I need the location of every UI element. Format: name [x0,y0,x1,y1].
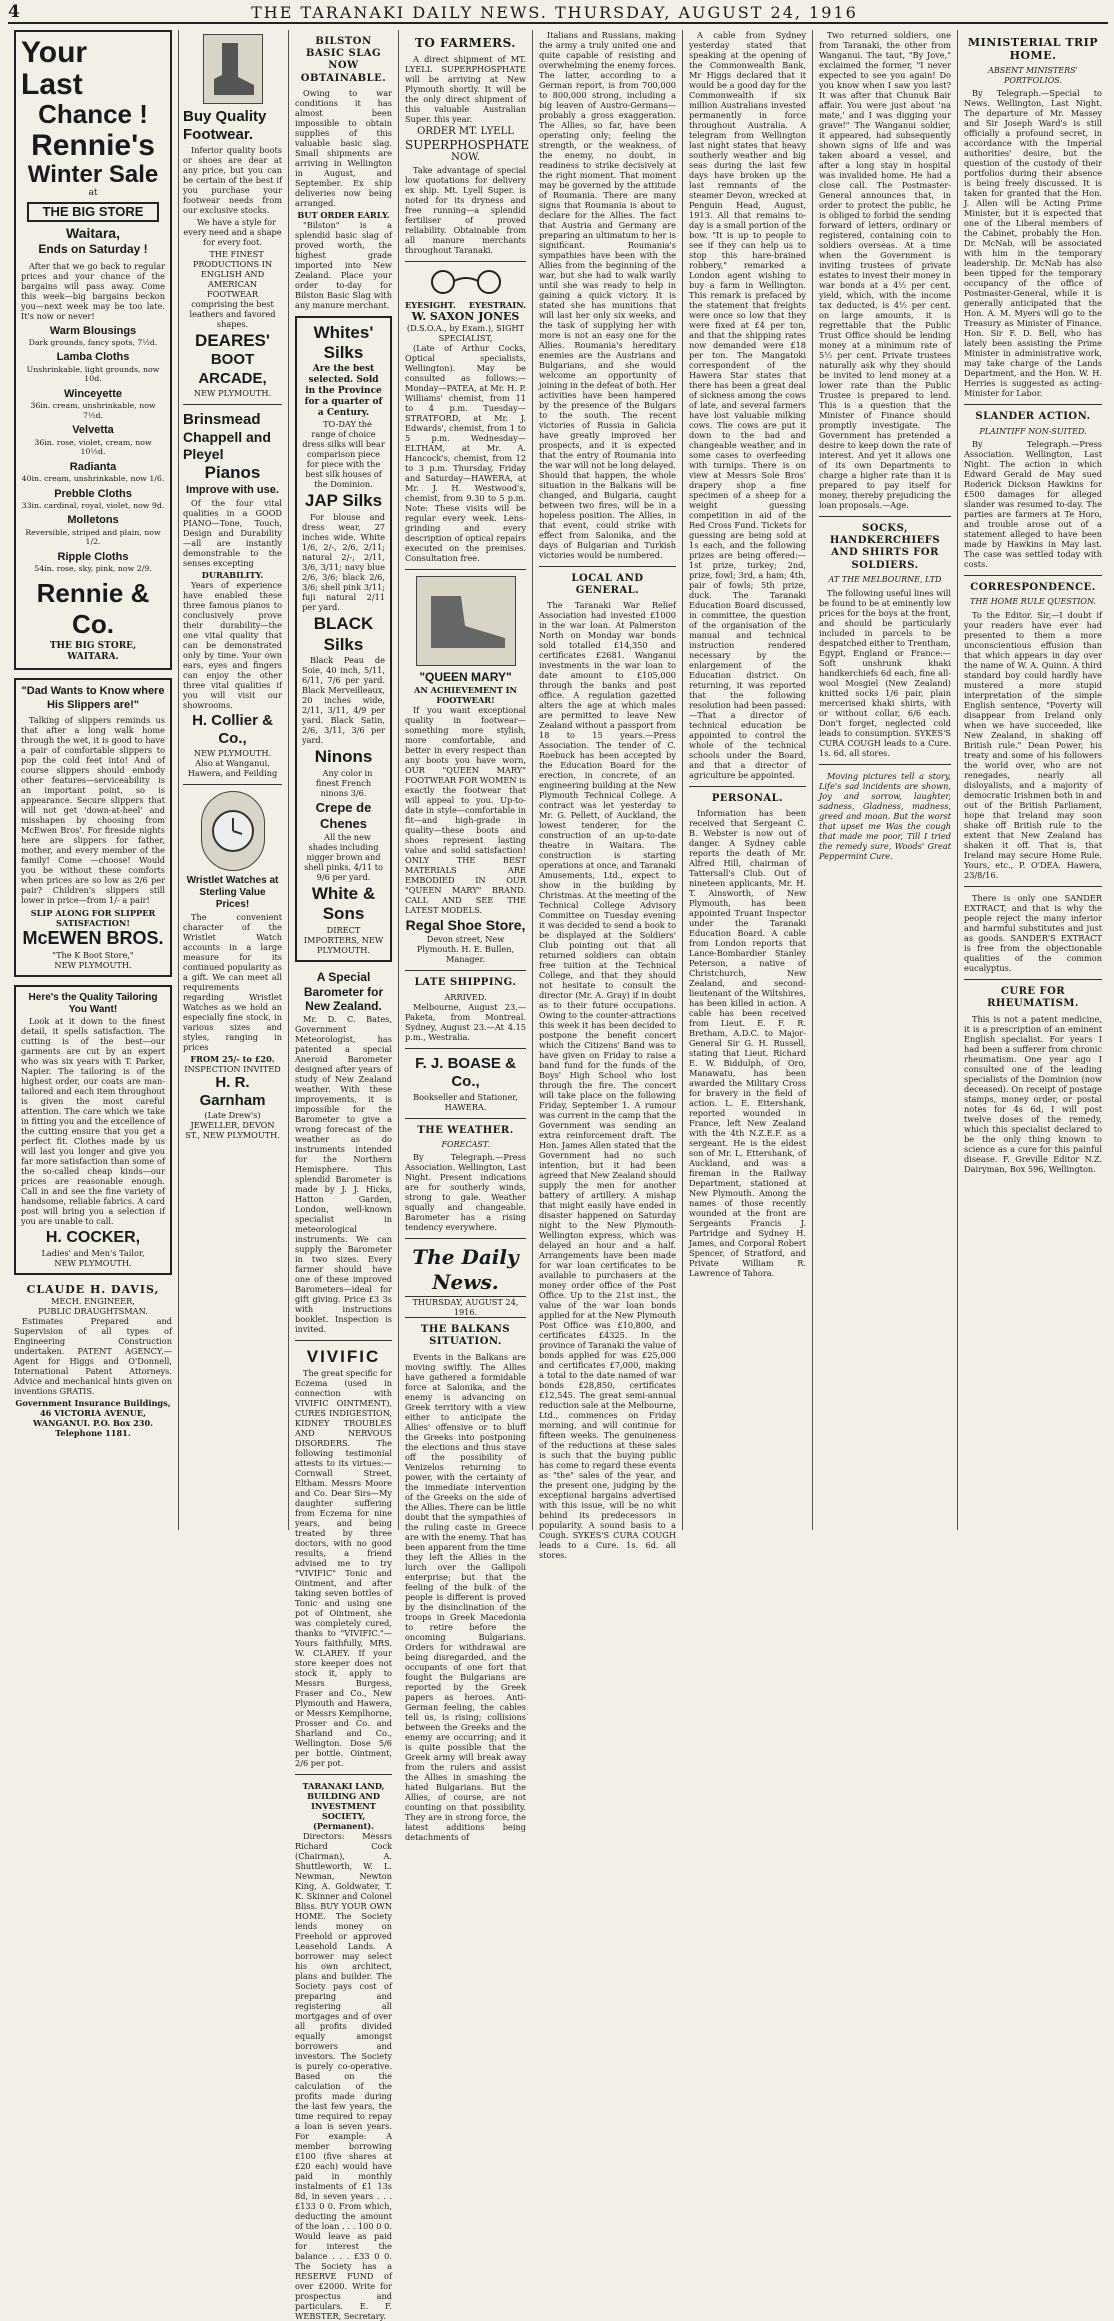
saxon-advert [405,268,526,563]
column-4 [398,30,532,1842]
queen-mary-shoe-illustration [416,576,516,666]
collier-body2: Years of experience have enabled these three famous pianos to conclusively prove their durability—the one vital quality that can be demonstrated only by time. Your own ears, eyes and fingers can enjoy the other three vital qualities if you will visit our showrooms. [183,579,282,710]
farmers-body2: Take advantage of special low quotations for delivery ex ship. Mt. Lyell Super. is noted for its dryness and free running—a splendid fertiliser of proved reliability. Obtainable from all manure merchants throughout Taranaki. [405,164,526,255]
sander-body: There is only one SANDER EXTRACT, and that is why the people reject the many inferior and harmful substitutes and just as goods. SANDER'S EXTRACT is free from the objectionable qualities of the common eucalyptus. [964,893,1102,974]
farmers-super: SUPERPHOSPHATE [405,137,530,152]
queen-mary-name: Regal Shoe Store, [405,916,526,933]
weather-sub: FORECAST. [441,1139,490,1149]
davis-name: CLAUDE H. DAVIS, [26,1282,160,1296]
slander-head: SLANDER ACTION. [975,411,1091,423]
collier-head5: Improve with use. [186,484,279,497]
rennie-item-name: Prebble Cloths [54,487,132,500]
deares-body1: Inferior quality boots or shoes are dear at any price, but you can be certain of the best if you purchase your footwear needs from our exclusive stocks. [183,144,282,215]
whites-head: Whites' Silks [313,322,374,363]
rennie-sig-town: WAITARA. [67,652,119,663]
collier-head3: Pleyel [183,446,224,463]
rennie-item [21,514,165,546]
saxon-name: W. SAXON JONES [411,309,520,323]
mcewen-name: McEWEN BROS. [22,927,164,948]
whites-name: White & Sons [311,883,376,924]
whites-ninons-body: Any color in finest French ninons 3/6. [315,768,373,798]
mcewen-body: Talking of slippers reminds us that after a long walk home through the wet, it is good to have a pair of comfortable slippers to pop the cold feet into! And of course slippers should embody other features—serviceability is an important point, so is appearance. Secure slippers that will not get 'down-at-heel' and misshapen by choosing from McEwen Bros'. For fireside nights here are slippers for father, mother, and every member of the family! Come —choose! Would you be without these comforts when prices are so low as 2/6 per pair? Children's slippers still lower in price—from 1/- a pair! [21,714,165,905]
rennie-item [21,351,165,383]
garnham-body: The convenient character of the Wristlet Watch accounts in a large measure for its continued popularity as a gift. We can meet all requirements regarding Wristlet Watches as we hold an especially fine stock, in various sizes and styles, ranging in prices [183,911,282,1052]
rennie-line4: Rennie's [31,128,155,162]
rennie-ends: Ends on Saturday ! [38,241,148,256]
rennie-advert [14,30,172,670]
newspaper-title: THE TARANAKI DAILY NEWS. THURSDAY, AUGUST 24, 1916 [251,2,858,22]
garnham-invite: INSPECTION INVITED [184,1063,281,1074]
weather-head: THE WEATHER. [417,1124,514,1136]
boase-town: HAWERA. [444,1101,487,1112]
weather-body: By Telegraph.—Press Association. Wellington, Last Night. Present indications are for southerly winds, strong to gale. Weather squally and changeable. Barometer has a rising tendency everywhere. [405,1152,526,1233]
vivific-body: The great specific for Eczema (used in connection with VIVIFIC OINTMENT), CURES INDIGESTION, KIDNEY TROUBLES AND NERVOUS DISORDERS. The following testimonial attests to its virtues:— Cornwall Street, Eltham. Messrs Moore and Co. Dear Sirs—My daughter suffering from Eczema for nine years, and being treated by three doctors, with no good results, a friend advised me to try "VIVIFIC" Tonic and Ointment, and after taking seven bottles of Tonic and using one pot of Ointment, she was completely cured, thanks to "VIVIFIC."—Yours faithfully, MRS. W. CLAREY. If your store keeper does not stock it, apply to Messrs Burgess, Fraser and Co., New Plymouth and Hawera, or Messrs Kemplhorne, Prosser and Co. and Sharland and Co., Wellington. Dose 5/6 per bottle. Ointment, 2/6 per pot. [295,1367,392,1768]
personal-head: PERSONAL. [711,793,784,804]
mcewen-slip: SLIP ALONG FOR SLIPPER SATISFACTION! [30,907,156,928]
bilston-body1: Owing to war conditions it has almost been impossible to obtain supplies of this valuable basic slag. Small shipments are arriving in Wellington in August, and September. Ex ship deliveries now being arranged. [295,87,392,208]
column-5 [532,30,682,1561]
vivific-head: VIVIFIC [306,1347,381,1367]
cocker-body: Look at it down to the finest detail, it spells satisfaction. The cutting is of the best—our garments are cut by an expert who was six years with T. Parker, Napier. The tailoring is of the highest order, our coats are man-tailored and each item throughout is given the most careful attention. The care which we take in fitting you and the excellence of the cutting ensure that you get a perfect fit. Clothes made by us will last you longer and give you far more satisfaction than some of the so-called cheap kinds—our prices are reasonable enough. Call in and see the fine variety of handsome, reliable fabrics. A card post will bring you a selection if you are unable to call. [21,1016,165,1227]
rennie-line3: Chance ! [38,99,148,129]
collier-advert [183,411,282,778]
column-1 [8,30,178,1530]
local-general-head: LOCAL AND GENERAL. [571,573,644,597]
collier-town: NEW PLYMOUTH. [193,748,272,759]
boase-advert [405,1055,526,1112]
rennie-item-name: Radianta [69,460,117,473]
boot-illustration [203,34,263,104]
column-2 [178,30,288,1530]
rennie-at: at [88,187,98,198]
whites-jap-body: For blouse and dress wear, 27 inches wide. White 1/6, 2/-, 2/6, 2/11; natural 2/-, 2/11, 3/6, 3/11; navy blue 2/6, 3/6; black 2/6, 3/6; shell pink 3/11; fuji natural 2/11 per yard. [302,511,385,612]
mcewen-town: NEW PLYMOUTH. [54,959,132,970]
whites-black-body: Black Peau de Soie, 40 inch, 5/11, 6/11, 7/6 per yard. Black Merveilleaux, 20 inches wide, 2/11, 3/11, 4/9 per yard. Black Satin, 2/6, 3/11, 3/6 per yard. [302,655,385,746]
whites-today: TO-DAY the range of choice dress silks will bear comparison piece for piece with the best silk houses of the Dominion. [302,419,385,490]
farmers-now: NOW. [451,152,480,164]
masthead [8,2,1108,24]
farmers-head: TO FARMERS. [415,36,516,50]
rennie-line5: Winter Sale [27,160,159,188]
rennie-item-name: Lamba Cloths [56,351,130,364]
farmers-body: A direct shipment of MT. LYELL SUPERPHOSPHATE will be arriving at New Plymouth shortly. It will be the only direct shipment of this valuable Australian Super. this year. [405,53,526,124]
watch-illustration [201,791,265,871]
spectacles-illustration [421,268,511,296]
mcewen-quote: "Dad Wants to Know where His Slippers are!" [21,685,165,711]
bilston-advert [295,36,392,310]
farmers-order: ORDER MT. LYELL [417,125,514,137]
deares-head2: Footwear. [183,126,254,144]
collier-head1: Brinsmead [183,410,261,428]
deares-body2: We have a style for every need and a shape for every foot. [183,216,282,247]
rennie-item [21,461,165,484]
taranaki-land-head: TARANAKI LAND, BUILDING AND INVESTMENT SOCIETY, (Permanent). [302,1780,385,1831]
whites-role: DIRECT IMPORTERS, NEW PLYMOUTH. [303,925,384,956]
queen-mary-sub: AN ACHIEVEMENT IN FOOTWEAR! [414,684,517,705]
barometer-advert [295,970,392,1334]
collier-head4: Pianos [204,463,261,483]
collier-durability: DURABILITY. [201,569,264,580]
whites-black: BLACK Silks [313,613,374,654]
correspondence-head: CORRESPONDENCE. [970,582,1096,594]
socks-head: SOCKS, HANDKERCHIEFS AND SHIRTS FOR SOLDIERS. [829,523,941,571]
daily-news-editorial [405,1245,526,1841]
rennie-store: THE BIG STORE [27,202,159,222]
davis-role2: PUBLIC DRAUGHTSMAN. [38,1306,148,1317]
rennie-item-name: Velvetta [72,424,114,437]
rennie-line1: Your [21,36,88,69]
saxon-body: (Late of Arthur Cocks, Optical specialists, Wellington). May be consulted as follows:— Monday—PATEA, at Mr. H. P. Williams' chemist, from 11 to 4 p.m. Tuesday—STRATFORD, at Mr. J. Edwards', chemist, from 1 to 5 p.m. Wednesday—ELTHAM, at Mr. A. Hancock's, chemist, from 12 to 3 p.m. Thursday, Friday and Saturday—HAWERA, at Mr. J. H. Westwood's, chemist, from 9.30 to 5 p.m. Note: These visits will be regular every week. Lens-grinding and every description of optical repairs executed on the premises. Consultation free. [405,343,526,564]
deares-body3: THE FINEST PRODUCTIONS IN ENGLISH AND AMERICAN FOOTWEAR comprising the best leathers and favored shapes. [189,248,276,329]
correspondence-sub: THE HOME RULE QUESTION. [970,597,1096,607]
cocker-advert [14,985,172,1275]
collier-name: H. Collier & Co., [192,711,273,747]
saxon-eye-row [405,300,526,310]
queen-mary-address: Devon street, New Plymouth. H. E. Bullen, Manager. [416,933,515,964]
column-3 [288,30,398,2321]
rennie-item [21,325,165,348]
shipping-body: Melbourne, August 23.—Paketa, from Montreal. Sydney, August 23.—At 4.15 p.m., Westralia. [405,1001,526,1042]
deares-name2: BOOT [210,351,255,369]
davis-advert [14,1283,172,1438]
whites-advert [295,316,392,962]
shipping-arrived: ARRIVED. [444,991,487,1002]
garnham-advert [183,791,282,1140]
cocker-name: H. COCKER, [45,1229,141,1247]
rennie-item-name: Molletons [67,514,119,527]
rennie-item-desc: Unshrinkable, light grounds, now 10d. [26,364,160,384]
rennie-item-list [21,325,165,574]
bilston-order: BUT ORDER EARLY. [297,209,390,220]
queen-mary-advert [405,576,526,964]
taranaki-land-advert [295,1781,392,2321]
garnham-name: H. R. Garnham [199,1073,266,1109]
queen-mary-head: "QUEEN MARY" [419,670,512,685]
barometer-head: A Special Barometer for New Zealand. [303,970,384,1014]
rennie-item [21,488,165,511]
boase-name: F. J. BOASE & Co., [415,1054,516,1091]
rennie-item-desc: Dark grounds, fancy spots, 7½d. [28,337,158,347]
column-6 [682,30,812,1530]
balkans-head: THE BALKANS SITUATION. [420,1324,511,1348]
rheumatism-body: This is not a patent medicine, it is a prescription of an eminent English specialist. For years I had been a sufferer from chronic rheumatism. One year ago I consulted one of the leading specialists of the Dominion (now deceased). On receipt of postage stamps, money order, or postal notes for 4s 6d, I will post twelve doses of the remedy, which this specialist declared to be the only thing known to science as a cure for this painful disease. F. Greville Editor N.Z. Dairyman, Box 596, Wellington. [964,1013,1102,1174]
local-general-body: The Taranaki War Relief Association had invested £1000 in the war loan. At Palmerston North on Monday war bonds sold totalled £14,350 and certificates £2681. Wanganui investments in the war loan to date amount to £105,000 through the banks and post office. A regulation gazetted alters the age at which males are permitted to leave New Zealand without a passport from 18 to 15 years.—Press Association. The tender of C. Roebuck has been accepted by the Education Board for the erection, in concrete, of an engineering building at the New Plymouth Technical College. A contract was let yesterday to Mr. G. Pellett, of Auckland, the lowest tenderer, for the construction of an up-to-date theatre in Waitara. The construction is starting operations at once, and Taranaki Amusements, Ltd., expect to show in the building by Christmas. At the meeting of the Technical College Advisory Committee on Tuesday evening it was decided to send a book to be displayed at the Soldiers' Club pointing out that all returned soldiers can obtain free tuition at the Technical College, and that they should not hesitate to consult the director (Mr. A. Gray) if in doubt as to their future occupations. Owing to the counter-attractions this week it has been decided to postpone the benefit concert which the Citizens' Band was to have given on Friday to raise a band fund for the funds of the Boys' High School who lost through the fire. The concert will take place on the following Friday, September 1. A rumour was current in the camp that the Government was sending an extra reinforcement draft. The Hon. James Allen stated that the Government had no such intention, but it had been agreed that New Zealand should supply the men for another battery of artillery. A mishap that might easily have ended in disaster happened on Saturday night to the New Plymouth-Wellington express, which was delayed an hour and a half. Arrangements have been made for war loan certificates to be available to purchasers at the money order office of the Post Office. Up to the 21st inst., the value of the war loan bonds applied for at the New Plymouth Post Office was £10,800, and certificates £4325. In the province of Taranaki the value of bonds applied for was £25,000 and certificates £7,000, making a total to the date named of war bonds £28,850, certificates £12,545. The great semi-annual reduction sale at the Melbourne, Ltd., commences on Friday morning, and will continue for fifteen weeks. The genuineness of the reductions at these sales is such that the buying public has come to regard these events as "the" sales of the year, and the present one, judging by the exceptional bargains advertised with this issue, will be no whit behind its predecessors in popularity. A sound basis to a Cough. SYKES'S CURA COUGH leads to a Cure. 1s. 6d. all stores. [539,600,676,1561]
saxon-eyesight: EYESIGHT. [405,299,456,310]
weather-section [405,1125,526,1233]
garnham-head2: Sterling Value Prices! [199,887,266,911]
slander-sub: PLAINTIFF NON-SUITED. [979,426,1087,436]
garnham-head1: Wristlet Watches at [186,875,279,887]
cocker-town: NEW PLYMOUTH. [54,1257,132,1268]
rennie-item-desc: 54in. rose, sky, pink, now 2/9. [34,564,152,574]
queen-mary-body: If you want exceptional quality in footwear—something more stylish, more comfortable, and better in every respect than any boots you have worn, OUR "QUEEN MARY" FOOTWEAR FOR WOMEN is exactly the footwear that will appeal to you. Up-to-date in style—comfortable in fit—and high-grade in quality—these boots and shoes represent lasting value and solid satisfaction! ONLY THE BEST MATERIALS ARE EMBODIED IN OUR "QUEEN MARY" BRAND. CALL AND SEE THE LATEST MODELS. [405,704,526,915]
ministerial-head: MINISTERIAL TRIP HOME. [967,36,1099,63]
shipping-head: LATE SHIPPING. [414,976,517,988]
socks-body: The following useful lines will be found to be at eminently low prices for the boys at the front, and should be particularly included in parcels to be despatched either to Trentham, Egypt, England or France:—Soft unshrunk khaki handkerchiefs 6d each, fine all-wool Mosgiel (New Zealand) knitted socks 1/6 pair, plain mercerised khaki shirts, with or without collar, 6/6 each. Don't forget, neglected cold leads to consumption. SYKES'S CURA COUGH leads to a Cure. 1s. 6d. all stores. [819,587,951,758]
correspondence-body: To the Editor. Sir,—I doubt if your readers have ever had presented to them a more unconscientious effusion than that which appears in day over the name of W. A. Quinn. A third standard boy could hardly have mustered a more stupid interpretation of the simple English sentence, "Poverty will disappear from Ireland only when we have succeeded, like New Zealand, in shaking off British rule." Dean Power, his treaty and some of his followers the world over, who are not renegades, nearly all disloyalists, and a majority of democratic Irishmen both in and out of the British Parliament, hope that Ireland may soon shake off British rule to the extent that New Zealand has shaken it off. That is, that Ireland may secure Home Rule. Yours, etc., P. O'DEA. Hawera, 23/8/16. [964,610,1102,881]
socks-sub: AT THE MELBOURNE, LTD [828,574,942,584]
rennie-line2: Last [21,67,83,101]
boase-role: Bookseller and Stationer, [413,1091,518,1102]
rennie-sig-store: THE BIG STORE, [49,641,137,652]
rennie-item [21,424,165,456]
rennie-item-desc: 36in. rose, violet, cream, now 10½d. [34,437,152,457]
whites-ninons: Ninons [314,747,373,767]
deares-town: NEW PLYMOUTH. [193,387,272,398]
cocker-role: Ladies' and Men's Tailor, [41,1247,145,1258]
rennie-item [21,388,165,420]
bilston-body2: "Bilston" is a splendid basic slag of proved worth, the highest grade imported into New Zealand. Place your order to-day for Bilston Basic Slag with any manure merchant. [295,219,392,310]
garnham-role: JEWELLER, DEVON ST., NEW PLYMOUTH. [185,1120,280,1141]
collier-also: Also at Wanganui, Hawera, and Feilding [187,758,278,779]
rennie-town: Waitara, [66,224,120,241]
rennie-item-name: Warm Blousings [49,324,137,337]
collier-body: Of the four vital qualities in a GOOD PIANO—Tone, Touch, Design and Durability—all are instantly demonstrable to the senses excepting [183,497,282,568]
rennie-item-desc: Reversible, striped and plain, now 1/2. [25,527,161,547]
daily-news-title: The Daily News. [412,1245,519,1294]
rennie-item-desc: 36in. cream, unshrinkable, now 7½d. [30,401,156,420]
whites-jap: JAP Silks [304,491,383,511]
column-7 [812,30,957,1530]
garnham-late: (Late Drew's) [204,1110,261,1121]
davis-address: Government Insurance Buildings, 46 VICTORIA AVENUE, WANGANUI. P.O. Box 230. Telephone 1181. [15,1398,171,1439]
taranaki-land-body: Directors: Messrs Richard Cock (Chairman), A. Shuttleworth, W. L. Newman, Newton King, A. Goldwater, T. K. Skinner and Colonel Bliss. BUY YOUR OWN HOME. The Society lends money on Freehold or approved Leasehold Lands. A borrower may select his own architect, plans and builder. The Society pays cost of preparing and registering all mortgages and of over all profits divided equally amongst borrowers and investors. The Society is purely co-operative. Based on the calculation of the profits made during the last few years, the time required to repay a loan is seven years. For example: A member borrowing £100 (five shares at £20 each) would have paid in monthly instalments of £1 13s 8d, in seven years . . . £133 0 0. From which, deducting the amount of the loan . . . 100 0 0. Would leave as paid for interest the balance . . . £33 0 0. The Society has a RESERVE FUND of over £2000. Write for prospectus and particulars. E. F. WEBSTER, Secretary. [295,1830,392,2321]
deares-advert [183,34,282,398]
bilston-head: BILSTON BASIC SLAG NOW OBTAINABLE. [300,36,387,84]
farmers-advert [405,36,530,255]
barometer-body: Mr. D. C. Bates, Government Meteorologist, has patented a special Aneroid Barometer designed after years of study of New Zealand weather. With these improvements, it is impossible for the Barometer to give a wrong forecast of the weather as do instruments intended for the Northern Hemisphere. This splendid Barometer is made by J. J. Hicks, Hatton Garden, London, well-known specialist in meteorological instruments. We can supply the Barometer in two sizes. Every farmer should have one of these improved Barometers—ideal for gift giving. Price £3 3s with instructions booklet. Inspection is invited. [295,1014,392,1335]
mcewen-advert [14,678,172,977]
whites-crepe-body: All the new shades including nigger brown and shell pinks, 4/11 to 9/6 per yard. [304,831,383,882]
col7-body: Two returned soldiers, one from Taranaki, the other from Wanganui. The taut, "By Jove," exclaimed the former, "I never expected to see you again! Do you know when I saw you last? It was after that Chunuk Bair affair. You were just about 'na mate,' and I was digging your grave!" The Wanganui soldier, it appeared, had subsequently shown signs of life and was taken aboard a vessel, and after a long stay in hospital was invalided home. He had a close call. The Postmaster-General announces that, in order to protect the public, he is obliged to forbid the sending forward of letters, ordinary or registered, containing coin to soldiers overseas. At a time when the Government is inviting trustees of private estates to invest their money in war bonds at a 4½ per cent. yield, which, with the income tax deducted, is 4½ per cent. on large amounts, it is regrettable that the Public Trust Office should be lending money at a minimum rate of 5½ per cent. Private trustees naturally ask why they should be invited to lend money at a lower rate than the Public Trustee is prepared to lend. This is a question that the Minister of Finance should promptly investigate. The Government has pretended a desire to keep down the rate of interest. And yet it allows one of its own Departments to charge a higher rate than it is prepared to pay itself for money, thereby prejudicing the loan proposals.—Age. [819,30,951,510]
rennie-item-desc: 40in. cream, unshrinkable, now 1/6. [21,474,165,484]
davis-role1: MECH. ENGINEER, [51,1296,135,1307]
rennie-item-name: Ripple Cloths [57,550,129,563]
rennie-item [21,551,165,574]
rheumatism-head: CURE FOR RHEUMATISM. [987,986,1079,1010]
late-shipping [405,977,526,1042]
balkans-continued: Italians and Russians, making the army a truly united one and quite capable of resisting and overwhelming the enemy forces. The latter, according to a German report, is from 700,000 to 800,000 strong, including a big leaven of Austro-Germans—probably a gross exaggeration. The Allies, so far, have been operating only; feeling the strength, or the weakness, of the enemy, no doubt, in readiness to strike decisively at the right moment. That moment may be governed by the attitude of Roumania. There are many signs that Roumania is about to declare for the Allies. The fact that Austria and Germany are preparing an ultimatum to her is significant. Roumania's sympathies have been with the Allies from the beginning of the war, but she had to walk warily until she was ready to help in gaining a quick victory. It is stated she has munitions that will last her only six weeks, and the task of supplying her with more is not an easy one for the Allies. Roumania's hereditary enemies are the Austrians and Bulgarians, and she would welcome an opportunity of joining in the defeat of both. Her activities have been hampered by the presence of the Bulgars to the south. The recent victories of Russia in Galicia have greatly improved her prospects, and it is expected that the entry of Roumania into the war will not be long delayed. Should that happen, the whole situation in the Balkans will be changed, and Bulgaria, caught between two fires, will be in a hopeless position. The Allies, in that event, could strike with effect from Salonika, and the days of Bulgarian and Turkish victories would be numbered. [539,30,676,560]
personal-body: Information has been received that Sergeant C. B. Webster is now out of danger. A Sydney cable reports the death of Mr. Alfred Hill, chairman of Tattersall's Club. Out of nineteen applicants, Mr. H. T. Ainsworth, of New Plymouth, has been appointed Truant Inspector under the Taranaki Education Board. A cable from London reports that Lance-Bombardier Stanley Peterson, a native of Christchurch, New Zealand, and second-lieutenant of the Wiltshires, has been killed in action. A cable has been received from Lieut. E. F. R. Bretham, A.D.C. to Major-General Sir G. H. Russell, stating that Lieut. Richard E. W. Biddulph, of Oro, Manawatu, has been awarded the Military Cross for bravery in the field of action. L. E. Ettershank, reported wounded in France, left New Zealand with the 4th N.Z.E.F. as a sergeant. He is the eldest son of Mr. L. Ettershank, of Auckland, and was a fireman in the Railway Department, stationed at New Plymouth. Among the names of those recently wounded at the front are Sergeants Francis J. Partridge and Sydney H. James, and Corporal Robert Spencer, of Stratford, and Private William R. Lawrence of Tahora. [689,808,806,1279]
deares-head1: Buy Quality [183,108,267,125]
ministerial-sub: ABSENT MINISTERS' PORTFOLIOS. [988,65,1078,85]
whites-crepe: Crepe de Chenes [315,800,372,831]
saxon-eyestrain: EYESTRAIN. [468,299,526,310]
deares-name3: ARCADE, [198,369,267,387]
balkans-body: Events in the Balkans are moving swiftly. The Allies have gathered a formidable force at Salonika, and the enemy is advancing on Greek territory with a view either to anticipate the Allies' offensive or to bluff the Greeks into postponing the elections and thus stave off the possibility of Venizelos returning to power, with the certainty of the immediate intervention of the Greeks on the side of the Allies. There can be little doubt that the sympathies of the ruling caste in Greece are with the enemy. That has been apparent from the time they left the Allies in the lurch over the Gallipoli enterprise; but that the feeling of the bulk of the people is different is proved by the disinclination of the troops in Greek Macedonia to retire before the oncoming Bulgarians. Orders for withdrawal are being disregarded, and the occupants of one fort that fought the Bulgarians are reported by the Greek papers as heroes. Anti-German feeling, the cables tell us, is rising; collisions between the Greeks and the enemy are occurring; and it is quite possible that the Greek army will break away from the rulers and assist the Allies in smashing the hated Bulgarians. But the Allies, of course, are not counting on that possibility. They are in strong force, the latest additions being detachments of [405,1351,526,1842]
rennie-signature: Rennie & Co. [36,577,150,640]
vivific-advert [295,1347,392,1768]
slander-body: By Telegraph.—Press Association. Wellington, Last Night. The action in which Edward Gerald de May sued Roderick Dickson Hawkins for £500 damages for alleged slander was resumed to-day. The parties are farmers at Te Horo, and trouble arose out of a statement alleged to have been made by Hawkins in May last. The case was settled today with costs. [964,439,1102,570]
garnham-price: FROM 25/- to £20. [190,1053,275,1064]
rennie-intro: After that we go back to regular prices and your chance of the bargains will pass away. Come this week—big bargains beckon you—next week may be too late. It's now or never! [21,260,165,321]
mcewen-store: "The K Boot Store," [52,949,134,960]
davis-body: Estimates Prepared and Supervision of all types of Engineering Construction undertaken. PATENT AGENCY.—Agent for Higgs and O'Donnell, International Patent Attorneys. Advice and mechanical hints given on inventions GRATIS. [14,1316,172,1397]
whites-sub: Are the best selected. Sold in the Province for a quarter of a Century. [304,364,383,419]
rennie-item-name: Winceyette [64,387,122,400]
ministerial-body: By Telegraph.—Special to News. Wellington, Last Night. The departure of Mr. Massey and Sir Joseph Ward's is still officially a profound secret, in accordance with the Imperial authorities' desire, but the question of the custody of their portfolios during their absence is being freely discussed. It is taken for granted that the Hon. J. Allen will be Acting Prime Minister, but it is expected that one of the Liberal members of the Cabinet, probably the Hon. Dr. McNab, will be associated with him in the temporary leadership. Dr. McNab has also been tipped for the temporary occupancy of the office of Postmaster-General, while it is generally anticipated that the Hon. A. M. Myers will go to the Treasury as Minister of Finance. Hon. Sir F. D. Bell, who has lately been assisting the Prime Minister in administrative work, may take charge of the Lands Department, and the Hon. W. H. Herries is suggested as acting-Minister for Labor. [964,88,1102,399]
column-8 [957,30,1108,1530]
rennie-item-desc: 33in. cardinal, royal, violet, now 9d. [21,500,165,510]
daily-news-date: THURSDAY, AUGUST 24, 1916. [405,1296,526,1318]
deares-name1: DEARES' [195,330,270,350]
cocker-head: Here's the Quality Tailoring You Want! [28,991,158,1016]
saxon-quals: (D.S.O.A., by Exam.), SIGHT SPECIALIST, [406,323,525,344]
page-number: 4 [8,2,21,22]
col7-verse: Moving pictures tell a story, Life's sad incidents are shown, Joy and sorrow, laughter, sadness, Gladness, madness, greed and moan. But the worst that upset me Was the cough that made me poor, Till I tried the remedy sure, Woods' Great Peppermint Cure. [819,770,951,861]
col6-body: A cable from Sydney yesterday stated that speaking at the opening of the Commonwealth Bank, Mr Higgs declared that it would be a good day for the Commonwealth if six million Australians invested permanently in force throughout Australia. A telegram from Wellington last night states that heavy southerly weather and big seas during the last few days have broken up the last remnants of the steamer Devon, wrecked at Penguin Head, August, 1913. All that remains to-day is a small portion of the bow. "It is up to people to see if they can help us to stop this hare-brained robbery," remarked a London agent wishing to buy a farm in Wellington. This remark is prefaced by the statement that freights were once so low that they were fixed at £4 per ton, and that the shipping rates now demanded were £18 per ton. The Mangatoki correspondent of the Hawera Star states that there has been a great deal of sickness among the cows of late, and several farmers have lost valuable milking cows. The cows are put it down to the bad and changeable weather, and in some cases to overfeeding with turnips. There is on view at Messrs Sole Bros' drapery shop a fine specimen of a sheep for a weight guessing competition in aid of the Red Cross Fund. Tickets for guessing are being sold at 1s each, and the following prizes are being offered:—1st prize, turkey; 2nd, prize, fowl; 3rd, a ham; 4th, pair of fowls; 5th prize, duck. The Taranaki Education Board discussed, in committee, the question of the organisation of the manual and technical instruction rendered necessary by the enlargement of the Education district. On returning, it was reported that the following resolution had been passed:—That a director of technical education be appointed to control the whole of the technical schools under the Board, and that a director of agriculture be appointed. [689,30,806,780]
collier-head2: Chappell and [183,429,271,446]
